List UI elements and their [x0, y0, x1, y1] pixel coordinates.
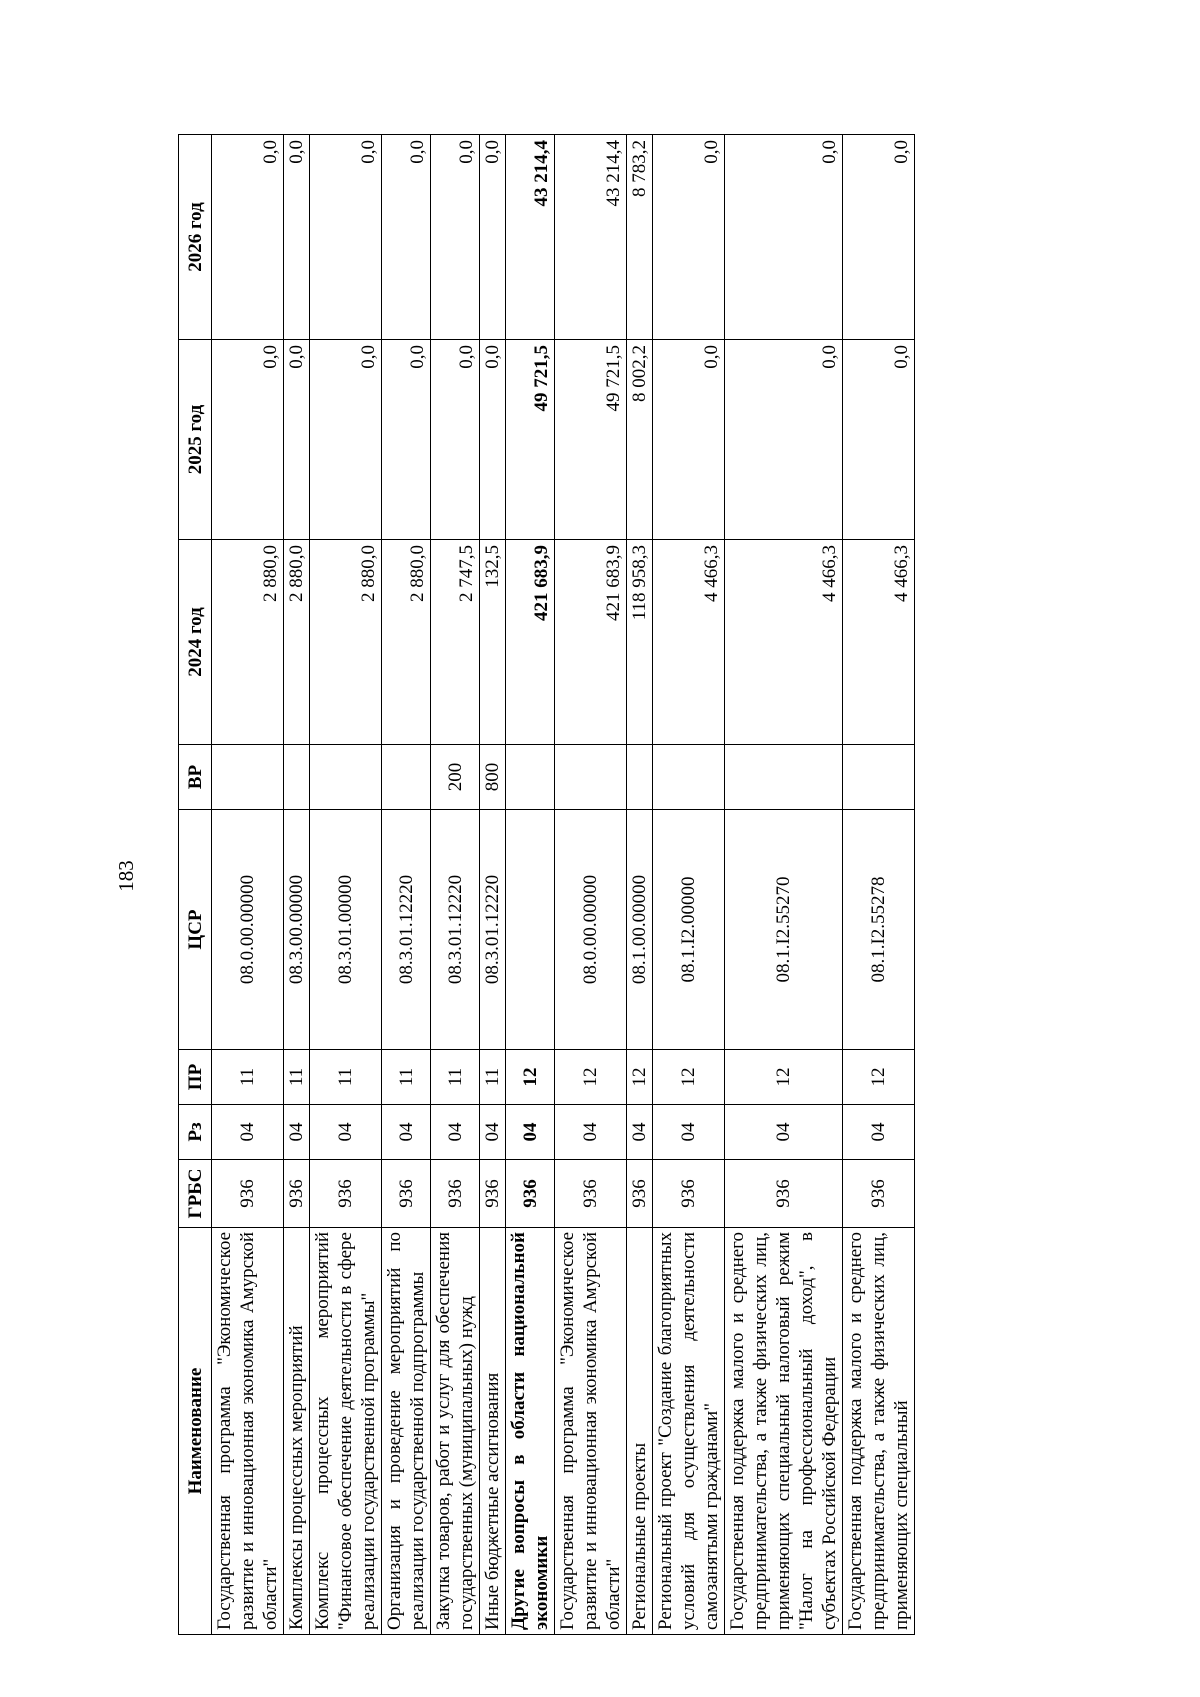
cell-y2025: 49 721,5 — [506, 340, 555, 540]
table-body — [212, 135, 915, 1635]
page-number: 183 — [114, 860, 138, 892]
table-row — [627, 135, 653, 1635]
cell-grbs: 936 — [506, 1160, 555, 1228]
cell-y2024: 118 958,3 — [627, 540, 653, 745]
cell-rz: 04 — [725, 1105, 843, 1160]
cell-grbs: 936 — [431, 1160, 480, 1228]
cell-csr: 08.1.00.00000 — [627, 810, 653, 1050]
cell-y2025: 0,0 — [284, 340, 310, 540]
cell-name: Комплекс процессных мероприятий "Финансовое обеспечение деятельности в сфере реализации государственной программы" — [310, 1228, 382, 1635]
cell-pr: 12 — [653, 1050, 725, 1105]
table-row — [480, 135, 506, 1635]
cell-name: Государственная программа "Экономическое развитие и инновационная экономика Амурской области" — [212, 1228, 284, 1635]
table-row — [431, 135, 480, 1635]
header-csr: ЦСР — [179, 810, 212, 1050]
cell-csr: 08.1.I2.00000 — [653, 810, 725, 1050]
cell-y2025: 0,0 — [212, 340, 284, 540]
header-rz: Рз — [179, 1105, 212, 1160]
cell-vr — [555, 745, 627, 810]
cell-y2025: 49 721,5 — [555, 340, 627, 540]
cell-grbs: 936 — [653, 1160, 725, 1228]
cell-grbs: 936 — [725, 1160, 843, 1228]
cell-y2025: 0,0 — [382, 340, 431, 540]
cell-y2024: 421 683,9 — [506, 540, 555, 745]
cell-pr: 11 — [431, 1050, 480, 1105]
cell-name: Комплексы процессных мероприятий — [284, 1228, 310, 1635]
cell-vr: 200 — [431, 745, 480, 810]
cell-y2024: 2 880,0 — [310, 540, 382, 745]
cell-csr: 08.0.00.00000 — [555, 810, 627, 1050]
cell-csr: 08.3.01.00000 — [310, 810, 382, 1050]
cell-csr: 08.3.01.12220 — [382, 810, 431, 1050]
cell-name: Другие вопросы в области национальной экономики — [506, 1228, 555, 1635]
cell-name: Организация и проведение мероприятий по реализации государственной подпрограммы — [382, 1228, 431, 1635]
cell-rz: 04 — [506, 1105, 555, 1160]
cell-vr — [843, 745, 915, 810]
cell-y2025: 0,0 — [480, 340, 506, 540]
cell-y2024: 2 880,0 — [212, 540, 284, 745]
cell-vr — [382, 745, 431, 810]
cell-y2026: 0,0 — [382, 135, 431, 340]
cell-rz: 04 — [212, 1105, 284, 1160]
header-name: Наименование — [179, 1228, 212, 1635]
cell-grbs: 936 — [555, 1160, 627, 1228]
cell-y2026: 8 783,2 — [627, 135, 653, 340]
table-row — [382, 135, 431, 1635]
cell-name: Государственная программа "Экономическое развитие и инновационная экономика Амурской области" — [555, 1228, 627, 1635]
cell-name: Региональный проект "Создание благоприятных условий для осуществления деятельности самозанятыми гражданами" — [653, 1228, 725, 1635]
cell-pr: 12 — [843, 1050, 915, 1105]
table-row — [310, 135, 382, 1635]
cell-y2026: 0,0 — [212, 135, 284, 340]
cell-y2025: 0,0 — [725, 340, 843, 540]
budget-table — [178, 134, 915, 1635]
cell-rz: 04 — [480, 1105, 506, 1160]
cell-grbs: 936 — [627, 1160, 653, 1228]
cell-csr: 08.1.I2.55270 — [725, 810, 843, 1050]
cell-y2024: 421 683,9 — [555, 540, 627, 745]
cell-vr: 800 — [480, 745, 506, 810]
table-header-row — [179, 135, 212, 1635]
cell-name: Иные бюджетные ассигнования — [480, 1228, 506, 1635]
cell-pr: 12 — [627, 1050, 653, 1105]
cell-grbs: 936 — [480, 1160, 506, 1228]
cell-pr: 12 — [506, 1050, 555, 1105]
header-grbs: ГРБС — [179, 1160, 212, 1228]
cell-y2025: 8 002,2 — [627, 340, 653, 540]
cell-grbs: 936 — [310, 1160, 382, 1228]
cell-y2025: 0,0 — [653, 340, 725, 540]
cell-rz: 04 — [284, 1105, 310, 1160]
cell-vr — [506, 745, 555, 810]
cell-name: Закупка товаров, работ и услуг для обеспечения государственных (муниципальных) нужд — [431, 1228, 480, 1635]
header-2026: 2026 год — [179, 135, 212, 340]
cell-y2026: 43 214,4 — [555, 135, 627, 340]
cell-vr — [310, 745, 382, 810]
cell-csr: 08.3.00.00000 — [284, 810, 310, 1050]
cell-y2026: 0,0 — [284, 135, 310, 340]
cell-rz: 04 — [310, 1105, 382, 1160]
cell-y2025: 0,0 — [310, 340, 382, 540]
header-2024: 2024 год — [179, 540, 212, 745]
cell-pr: 12 — [725, 1050, 843, 1105]
cell-y2024: 2 747,5 — [431, 540, 480, 745]
cell-y2024: 4 466,3 — [653, 540, 725, 745]
header-vr: ВР — [179, 745, 212, 810]
cell-name: Региональные проекты — [627, 1228, 653, 1635]
cell-y2024: 2 880,0 — [284, 540, 310, 745]
cell-pr: 11 — [212, 1050, 284, 1105]
cell-y2024: 2 880,0 — [382, 540, 431, 745]
cell-vr — [627, 745, 653, 810]
cell-y2024: 132,5 — [480, 540, 506, 745]
cell-rz: 04 — [627, 1105, 653, 1160]
cell-grbs: 936 — [843, 1160, 915, 1228]
table-row — [725, 135, 843, 1635]
table-row — [284, 135, 310, 1635]
cell-y2026: 43 214,4 — [506, 135, 555, 340]
header-2025: 2025 год — [179, 340, 212, 540]
cell-vr — [212, 745, 284, 810]
cell-csr: 08.3.01.12220 — [480, 810, 506, 1050]
cell-name: Государственная поддержка малого и среднего предпринимательства, а также физических лиц, применяющих специальный налоговый режим "Налог на профессиональный доход", в субъектах Российской Федерации — [725, 1228, 843, 1635]
cell-y2026: 0,0 — [431, 135, 480, 340]
table-row — [212, 135, 284, 1635]
rotated-table-container — [178, 135, 1078, 1635]
cell-y2025: 0,0 — [843, 340, 915, 540]
cell-grbs: 936 — [212, 1160, 284, 1228]
cell-name: Государственная поддержка малого и среднего предпринимательства, а также физических лиц, применяющих специальный — [843, 1228, 915, 1635]
cell-rz: 04 — [382, 1105, 431, 1160]
cell-rz: 04 — [843, 1105, 915, 1160]
cell-grbs: 936 — [284, 1160, 310, 1228]
cell-pr: 11 — [480, 1050, 506, 1105]
cell-rz: 04 — [555, 1105, 627, 1160]
cell-csr: 08.1.I2.55278 — [843, 810, 915, 1050]
cell-y2024: 4 466,3 — [725, 540, 843, 745]
table-row — [555, 135, 627, 1635]
cell-csr: 08.3.01.12220 — [431, 810, 480, 1050]
cell-y2026: 0,0 — [725, 135, 843, 340]
cell-pr: 11 — [284, 1050, 310, 1105]
cell-y2026: 0,0 — [653, 135, 725, 340]
cell-pr: 12 — [555, 1050, 627, 1105]
cell-grbs: 936 — [382, 1160, 431, 1228]
cell-y2025: 0,0 — [431, 340, 480, 540]
header-pr: ПР — [179, 1050, 212, 1105]
cell-y2026: 0,0 — [480, 135, 506, 340]
cell-y2024: 4 466,3 — [843, 540, 915, 745]
cell-pr: 11 — [310, 1050, 382, 1105]
cell-vr — [653, 745, 725, 810]
cell-vr — [284, 745, 310, 810]
cell-y2026: 0,0 — [843, 135, 915, 340]
cell-rz: 04 — [653, 1105, 725, 1160]
table-row — [506, 135, 555, 1635]
cell-y2026: 0,0 — [310, 135, 382, 340]
table-row — [653, 135, 725, 1635]
cell-csr — [506, 810, 555, 1050]
cell-rz: 04 — [431, 1105, 480, 1160]
cell-csr: 08.0.00.00000 — [212, 810, 284, 1050]
table-row — [843, 135, 915, 1635]
cell-pr: 11 — [382, 1050, 431, 1105]
cell-vr — [725, 745, 843, 810]
